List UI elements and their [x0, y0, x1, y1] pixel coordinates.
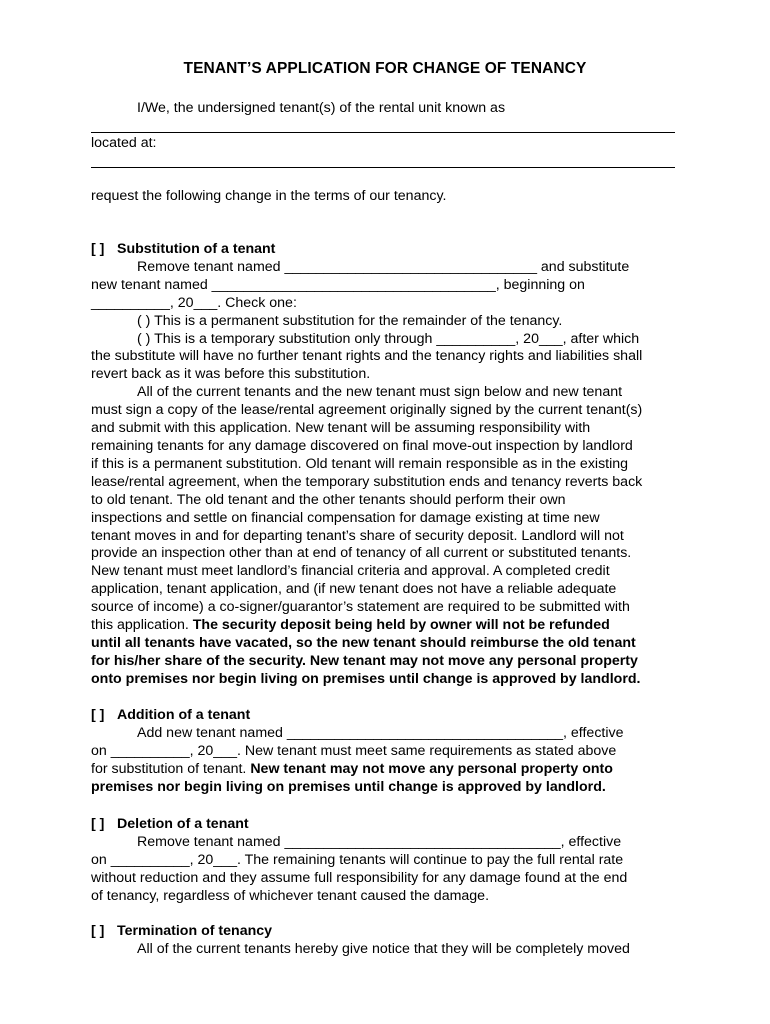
deletion-line-2: on __________, 20___. The remaining tenants will continue to pay the full rental rate: [91, 851, 624, 868]
addition-line-3: [91, 761, 683, 779]
addition-checkbox[interactable]: [ ]: [91, 707, 105, 723]
substitution-mixed-line: [91, 617, 683, 635]
addition-line-2: on __________, 20___. New tenant must meet same requirements as stated above: [91, 742, 617, 759]
temporary-option[interactable]: ( ) This is a temporary substitution only through __________, 20___, after which: [137, 330, 640, 347]
substitution-para-line: must sign a copy of the lease/rental agreement originally signed by the current tenant(s): [91, 402, 643, 419]
substitution-checkbox[interactable]: [ ]: [91, 241, 105, 257]
substitution-para-line: and submit with this application. New tenant will be assuming responsibility with: [91, 420, 591, 437]
located-at-label: located at:: [91, 135, 157, 151]
addition-line-3-plain: for substitution of tenant.: [91, 760, 251, 777]
addition-section: [91, 707, 683, 797]
substitution-line-6: the substitute will have no further tenant rights and the tenancy rights and liabilities shall: [91, 348, 643, 365]
addition-line-1: Add new tenant named ___________________________________, effective: [137, 724, 624, 741]
substitution-line-1: Remove tenant named ________________________________ and substitute: [137, 258, 630, 275]
substitution-para-line: to old tenant. The old tenant and the other tenants should perform their own: [91, 491, 566, 508]
addition-heading: Addition of a tenant: [117, 707, 251, 723]
termination-heading-row: [91, 923, 683, 941]
deletion-checkbox[interactable]: [ ]: [91, 816, 105, 832]
addition-line-3-bold: New tenant may not move any personal property onto: [250, 760, 613, 777]
intro-text: I/We, the undersigned tenant(s) of the rental unit known as: [137, 100, 506, 116]
substitution-para-line: if this is a permanent substitution. Old tenant will remain responsible as in the existing: [91, 455, 629, 472]
document-title: TENANT’S APPLICATION FOR CHANGE OF TENANCY: [183, 60, 587, 77]
substitution-line-7: revert back as it was before this substitution.: [91, 366, 371, 383]
substitution-para-line: provide an inspection other than at end of tenancy of all current or substituted tenants.: [91, 545, 632, 562]
deletion-heading-row: [91, 816, 683, 834]
request-text: request the following change in the terms of our tenancy.: [91, 188, 447, 204]
deletion-line-1: Remove tenant named ___________________________________, effective: [137, 833, 622, 850]
termination-heading: Termination of tenancy: [117, 923, 273, 939]
location-blank-line[interactable]: [91, 167, 675, 168]
substitution-para-line: All of the current tenants and the new tenant must sign below and new tenant: [137, 384, 623, 401]
substitution-section: [91, 241, 683, 689]
deletion-heading: Deletion of a tenant: [117, 816, 249, 832]
substitution-last-plain: this application.: [91, 617, 193, 634]
addition-heading-row: [91, 707, 683, 725]
substitution-bold-line: for his/her share of the security. New tenant may not move any personal property: [91, 652, 638, 669]
substitution-para-line: tenant moves in and for departing tenant’s share of security deposit. Landlord will not: [91, 527, 624, 544]
addition-line-4: premises nor begin living on premises until change is approved by landlord.: [91, 778, 606, 795]
deletion-line-4: of tenancy, regardless of whichever tenant caused the damage.: [91, 887, 490, 904]
permanent-option[interactable]: ( ) This is a permanent substitution for the remainder of the tenancy.: [137, 312, 563, 329]
substitution-bold-line: until all tenants have vacated, so the new tenant should reimburse the old tenant: [91, 634, 636, 651]
termination-line-1: All of the current tenants hereby give notice that they will be completely moved: [137, 940, 630, 957]
deletion-line-3: without reduction and they assume full responsibility for any damage found at the end: [91, 869, 628, 886]
substitution-para-line: lease/rental agreement, when the temporary substitution ends and tenancy reverts back: [91, 473, 643, 490]
substitution-para-line: remaining tenants for any damage discovered on final move-out inspection by landlord: [91, 437, 633, 454]
substitution-para-line: inspections and settle on financial compensation for damage existing at time new: [91, 509, 600, 526]
substitution-para-line: source of income) a co-signer/guarantor’s statement are required to be submitted with: [91, 599, 630, 616]
substitution-para-line: application, tenant application, and (if new tenant does not have a reliable adequate: [91, 581, 617, 598]
substitution-line-3: __________, 20___. Check one:: [91, 294, 297, 311]
termination-section: [91, 923, 683, 959]
termination-checkbox[interactable]: [ ]: [91, 923, 105, 939]
substitution-para-line: New tenant must meet landlord’s financial criteria and approval. A completed credit: [91, 563, 610, 580]
substitution-heading: Substitution of a tenant: [117, 241, 276, 257]
deletion-section: [91, 816, 683, 906]
substitution-heading-row: [91, 241, 683, 259]
substitution-line-2: new tenant named ____________________________________, beginning on: [91, 276, 585, 293]
rental-unit-blank-line[interactable]: [91, 132, 675, 133]
substitution-bold-line: onto premises nor begin living on premises until change is approved by landlord.: [91, 670, 641, 687]
substitution-bold-text: The security deposit being held by owner will not be refunded: [192, 617, 610, 634]
